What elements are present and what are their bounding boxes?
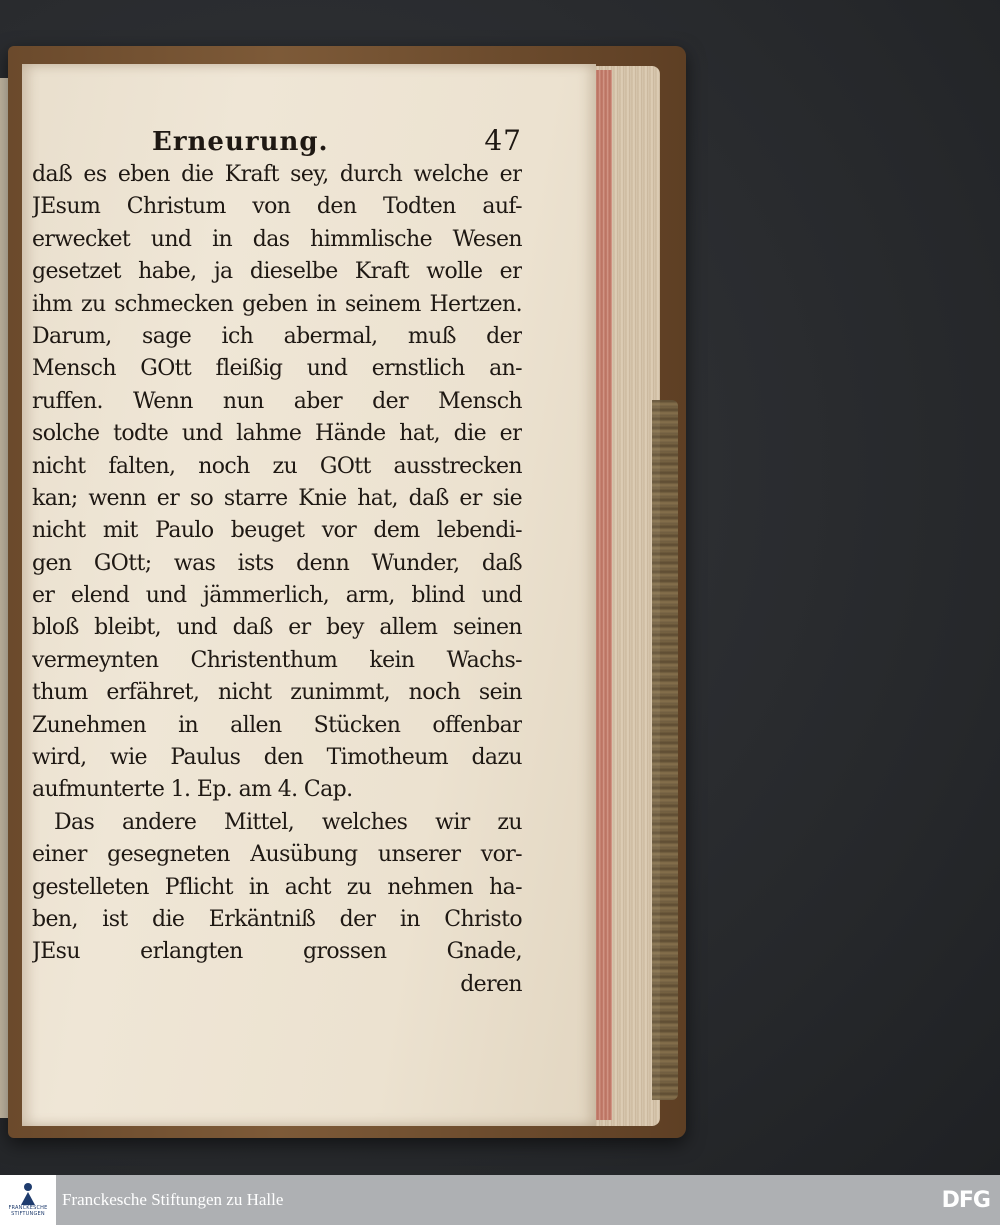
text-line: erwecket und in das himmlische Wesen	[32, 226, 522, 252]
book-page	[22, 64, 596, 1126]
text-line: vermeynten Christenthum kein Wachs-	[32, 647, 522, 673]
cover-edge	[652, 400, 678, 1100]
text-line: JEsu erlangten grossen Gnade,	[32, 939, 522, 965]
institution-logo-icon	[19, 1183, 37, 1205]
text-line: Darum, sage ich abermal, muß der	[32, 323, 522, 349]
text-line: einer gesegneten Ausübung unserer vor-	[32, 842, 522, 868]
text-line: Zunehmen in allen Stücken offenbar	[32, 712, 522, 738]
red-page-edge	[596, 70, 612, 1120]
running-head	[32, 124, 522, 157]
text-line: bloß bleibt, und daß er bey allem seinen	[32, 615, 522, 641]
page-number: 47	[484, 124, 522, 157]
footer-title: Franckesche Stiftungen zu Halle	[62, 1190, 284, 1209]
text-line: er elend und jämmerlich, arm, blind und	[32, 583, 522, 609]
text-line: thum erfähret, nicht zunimmt, noch sein	[32, 680, 522, 706]
text-line: ihm zu schmecken geben in seinem Hertzen.	[32, 291, 522, 317]
text-line: solche todte und lahme Hände hat, die er	[32, 421, 522, 447]
text-line: ben, ist die Erkäntniß der in Christo	[32, 906, 522, 932]
logo-text-line1: FRANCKESCHE	[8, 1205, 48, 1211]
text-line: gestelleten Pflicht in acht zu nehmen ha-	[32, 874, 522, 900]
running-head-title: Erneurung.	[152, 127, 329, 157]
logo-text-line2: STIFTUNGEN	[11, 1211, 45, 1217]
text-line: wird, wie Paulus den Timotheum dazu	[32, 745, 522, 771]
text-line: gesetzet habe, ja dieselbe Kraft wolle er	[32, 259, 522, 285]
text-line: nicht mit Paulo beuget vor dem lebendi-	[32, 518, 522, 544]
text-line: ruffen. Wenn nun aber der Mensch	[32, 388, 522, 414]
text-line: kan; wenn er so starre Knie hat, daß er sie	[32, 485, 522, 511]
franckesche-logo[interactable]	[0, 1175, 56, 1225]
page-text	[32, 124, 522, 1001]
text-line: aufmunterte 1. Ep. am 4. Cap.	[32, 777, 353, 803]
viewer-footer	[0, 1175, 1000, 1225]
text-line: Das andere Mittel, welches wir zu	[54, 809, 522, 835]
text-line: daß es eben die Kraft sey, durch welche er	[32, 162, 522, 187]
text-line: nicht falten, noch zu GOtt ausstrecken	[32, 453, 522, 479]
dfg-logo[interactable]: DFG	[941, 1187, 990, 1213]
text-line: Mensch GOtt fleißig und ernstlich an-	[32, 356, 522, 382]
catchword: deren	[460, 971, 522, 997]
text-line: gen GOtt; was ists denn Wunder, daß	[32, 550, 522, 576]
text-line: JEsum Christum von den Todten auf-	[32, 194, 522, 220]
